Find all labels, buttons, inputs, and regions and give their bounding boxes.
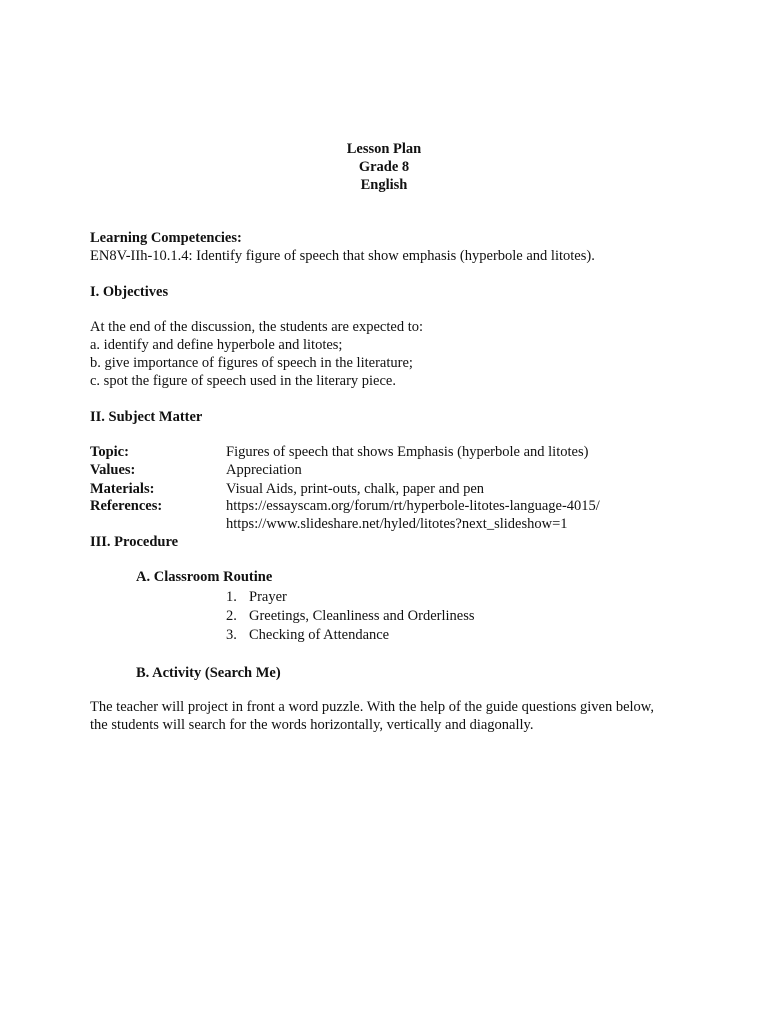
routine-item-number: 2. <box>226 608 237 624</box>
routine-heading: A. Classroom Routine <box>136 569 273 585</box>
reference-link: https://www.slideshare.net/hyled/litotes?next_slideshow=1 <box>226 516 568 532</box>
objectives-intro: At the end of the discussion, the students are expected to: <box>90 319 424 335</box>
competencies-heading: Learning Competencies: <box>90 230 242 246</box>
activity-text: the students will search for the words horizontally, vertically and diagonally. <box>90 717 534 733</box>
doc-title: Lesson Plan <box>346 141 422 157</box>
values-label: Values: <box>90 462 136 478</box>
doc-grade: Grade 8 <box>358 159 410 175</box>
procedure-heading: III. Procedure <box>90 534 179 550</box>
references-label: References: <box>90 498 163 514</box>
activity-text: The teacher will project in front a word puzzle. With the help of the guide questions given below, <box>90 699 654 715</box>
reference-link: https://essayscam.org/forum/rt/hyperbole-litotes-language-4015/ <box>226 498 600 514</box>
routine-item-text: Prayer <box>249 589 287 605</box>
objectives-heading: I. Objectives <box>90 284 169 300</box>
materials-label: Materials: <box>90 481 155 497</box>
routine-item-number: 3. <box>226 627 237 643</box>
objective-item: c. spot the figure of speech used in the literary piece. <box>90 373 396 389</box>
materials-value: Visual Aids, print-outs, chalk, paper and pen <box>226 481 485 497</box>
doc-subject: English <box>360 177 408 193</box>
competencies-text: EN8V-IIh-10.1.4: Identify figure of speech that show emphasis (hyperbole and litotes). <box>90 248 595 264</box>
values-value: Appreciation <box>226 462 302 478</box>
activity-heading: B. Activity (Search Me) <box>136 665 281 681</box>
subject-matter-heading: II. Subject Matter <box>90 409 203 425</box>
topic-label: Topic: <box>90 444 129 460</box>
objective-item: b. give importance of figures of speech in the literature; <box>90 355 413 371</box>
routine-item-text: Checking of Attendance <box>249 627 390 643</box>
routine-item-number: 1. <box>226 589 237 605</box>
objective-item: a. identify and define hyperbole and litotes; <box>90 337 343 353</box>
routine-item-text: Greetings, Cleanliness and Orderliness <box>249 608 475 624</box>
topic-value: Figures of speech that shows Emphasis (hyperbole and litotes) <box>226 444 589 460</box>
